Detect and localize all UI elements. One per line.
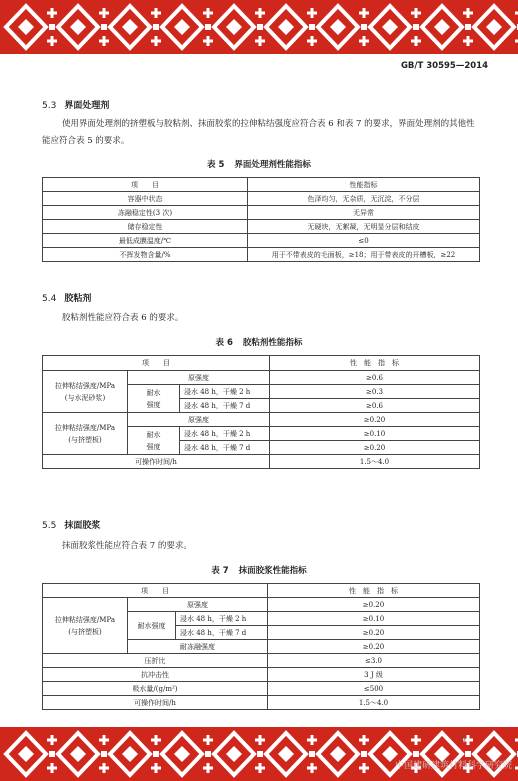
- table-number: 表 5: [207, 160, 225, 170]
- section-number: 5.3: [42, 101, 57, 111]
- row-value: 1.5～4.0: [268, 696, 480, 710]
- table-row: [43, 413, 480, 427]
- watermark: 中国建研建筑材料科学研究院: [394, 761, 512, 771]
- row-item: 可操作时间/h: [43, 455, 270, 469]
- group-label: 拉伸粘结强度/MPa (与挤塑板): [43, 413, 128, 455]
- table-row: [43, 696, 480, 710]
- header-index: 性 能 指 标: [268, 584, 480, 598]
- condition: 浸水 48 h，干燥 2 h: [180, 427, 270, 441]
- table-row: [43, 192, 480, 206]
- header-item: 项 目: [43, 178, 248, 192]
- table-row: [43, 371, 480, 385]
- group-label: 拉伸粘结强度/MPa (与挤塑板): [43, 598, 128, 654]
- section-paragraph-5-3: 使用界面处理剂的挤塑板与胶粘剂、抹面胶浆的拉伸粘结强度应符合表 6 和表 7 的要求，界面处理剂的其他性能应符合表 5 的要求。: [42, 119, 475, 146]
- header-index: 性能指标: [248, 178, 480, 192]
- row-item: 吸水量/(g/m²): [43, 682, 268, 696]
- row-value: ≥0.10: [270, 427, 480, 441]
- ornament-pattern-top: [0, 0, 518, 54]
- table-row: [43, 682, 480, 696]
- row-item: 可操作时间/h: [43, 696, 268, 710]
- section-title: 胶粘剂: [64, 294, 92, 304]
- header-index: 性 能 指 标: [270, 356, 480, 371]
- standard-number: GB/T 30595—2014: [400, 61, 488, 71]
- row-value: 色泽均匀，无杂质，无沉淀，不分层: [248, 192, 480, 206]
- row-value: 1.5～4.0: [270, 455, 480, 469]
- section-heading-5-3: [42, 98, 109, 111]
- condition: 原强度: [128, 598, 268, 612]
- table-6-caption: [0, 336, 518, 348]
- row-item: 不挥发物含量/%: [43, 248, 248, 262]
- row-value: ≤0: [248, 234, 480, 248]
- row-value: 3 J 级: [268, 668, 480, 682]
- row-item: 最低成膜温度/℃: [43, 234, 248, 248]
- condition: 原强度: [128, 371, 270, 385]
- row-item: 抗冲击性: [43, 668, 268, 682]
- section-paragraph-5-5: 抹面胶浆性能应符合表 7 的要求。: [62, 541, 192, 551]
- water-resistance-label: 耐水 强度: [128, 427, 180, 455]
- water-resistance-label: 耐水 强度: [128, 385, 180, 413]
- row-item: 冻融稳定性(3 次): [43, 206, 248, 220]
- row-value: ≤3.0: [268, 654, 480, 668]
- table-5-caption: [0, 158, 518, 170]
- table-number: 表 6: [215, 338, 233, 348]
- section-title: 抹面胶浆: [64, 521, 101, 531]
- table-number: 表 7: [211, 566, 229, 576]
- table-row: [43, 654, 480, 668]
- section-number: 5.4: [42, 294, 57, 304]
- bottom-decorative-border: [0, 727, 518, 781]
- row-item: 容器中状态: [43, 192, 248, 206]
- table-header-row: [43, 356, 480, 371]
- row-value: ≥0.3: [270, 385, 480, 399]
- section-paragraph-5-4: 胶粘剂性能应符合表 6 的要求。: [62, 313, 184, 323]
- table-row: [43, 220, 480, 234]
- section-heading-5-4: [42, 291, 91, 304]
- table-row: [43, 668, 480, 682]
- row-value: ≥0.20: [268, 626, 480, 640]
- top-decorative-border: [0, 0, 518, 54]
- row-value: 用于不带表皮的毛面板，≥18；用于带表皮的开槽板，≥22: [248, 248, 480, 262]
- row-item: 储存稳定性: [43, 220, 248, 234]
- row-value: ≥0.6: [270, 371, 480, 385]
- water-resistance-label: 耐水强度: [128, 612, 176, 640]
- table-header-row: [43, 584, 480, 598]
- condition: 浸水 48 h，干燥 2 h: [176, 612, 268, 626]
- table-row: [43, 598, 480, 612]
- row-value: ≥0.20: [268, 640, 480, 654]
- row-value: ≥0.6: [270, 399, 480, 413]
- table-5: [42, 177, 480, 262]
- table-header-row: [43, 178, 480, 192]
- table-title: 界面处理剂性能指标: [234, 160, 311, 170]
- header-item: 项 目: [43, 584, 268, 598]
- table-row: [43, 234, 480, 248]
- row-item: 压折比: [43, 654, 268, 668]
- row-value: ≤500: [268, 682, 480, 696]
- row-value: 无异常: [248, 206, 480, 220]
- header-item: 项 目: [43, 356, 270, 371]
- page-number: 5: [460, 734, 466, 743]
- table-row: [43, 455, 480, 469]
- condition: 耐冻融强度: [128, 640, 268, 654]
- row-value: ≥0.10: [268, 612, 480, 626]
- condition: 浸水 48 h，干燥 2 h: [180, 385, 270, 399]
- section-number: 5.5: [42, 521, 57, 531]
- condition: 浸水 48 h，干燥 7 d: [180, 399, 270, 413]
- table-7-caption: [0, 564, 518, 576]
- ornament-pattern-bottom: [0, 727, 518, 781]
- condition: 浸水 48 h，干燥 7 d: [180, 441, 270, 455]
- row-value: ≥0.20: [270, 441, 480, 455]
- table-7: [42, 583, 480, 710]
- row-value: 无硬块，无絮凝，无明显分层和结皮: [248, 220, 480, 234]
- group-label: 拉伸粘结强度/MPa (与水泥砂浆): [43, 371, 128, 413]
- condition: 浸水 48 h，干燥 7 d: [176, 626, 268, 640]
- section-title: 界面处理剂: [64, 101, 110, 111]
- table-row: [43, 248, 480, 262]
- table-title: 胶粘剂性能指标: [242, 338, 303, 348]
- row-value: ≥0.20: [270, 413, 480, 427]
- table-title: 抹面胶浆性能指标: [238, 566, 307, 576]
- section-heading-5-5: [42, 518, 100, 531]
- table-6: [42, 355, 480, 469]
- table-row: [43, 206, 480, 220]
- condition: 原强度: [128, 413, 270, 427]
- row-value: ≥0.20: [268, 598, 480, 612]
